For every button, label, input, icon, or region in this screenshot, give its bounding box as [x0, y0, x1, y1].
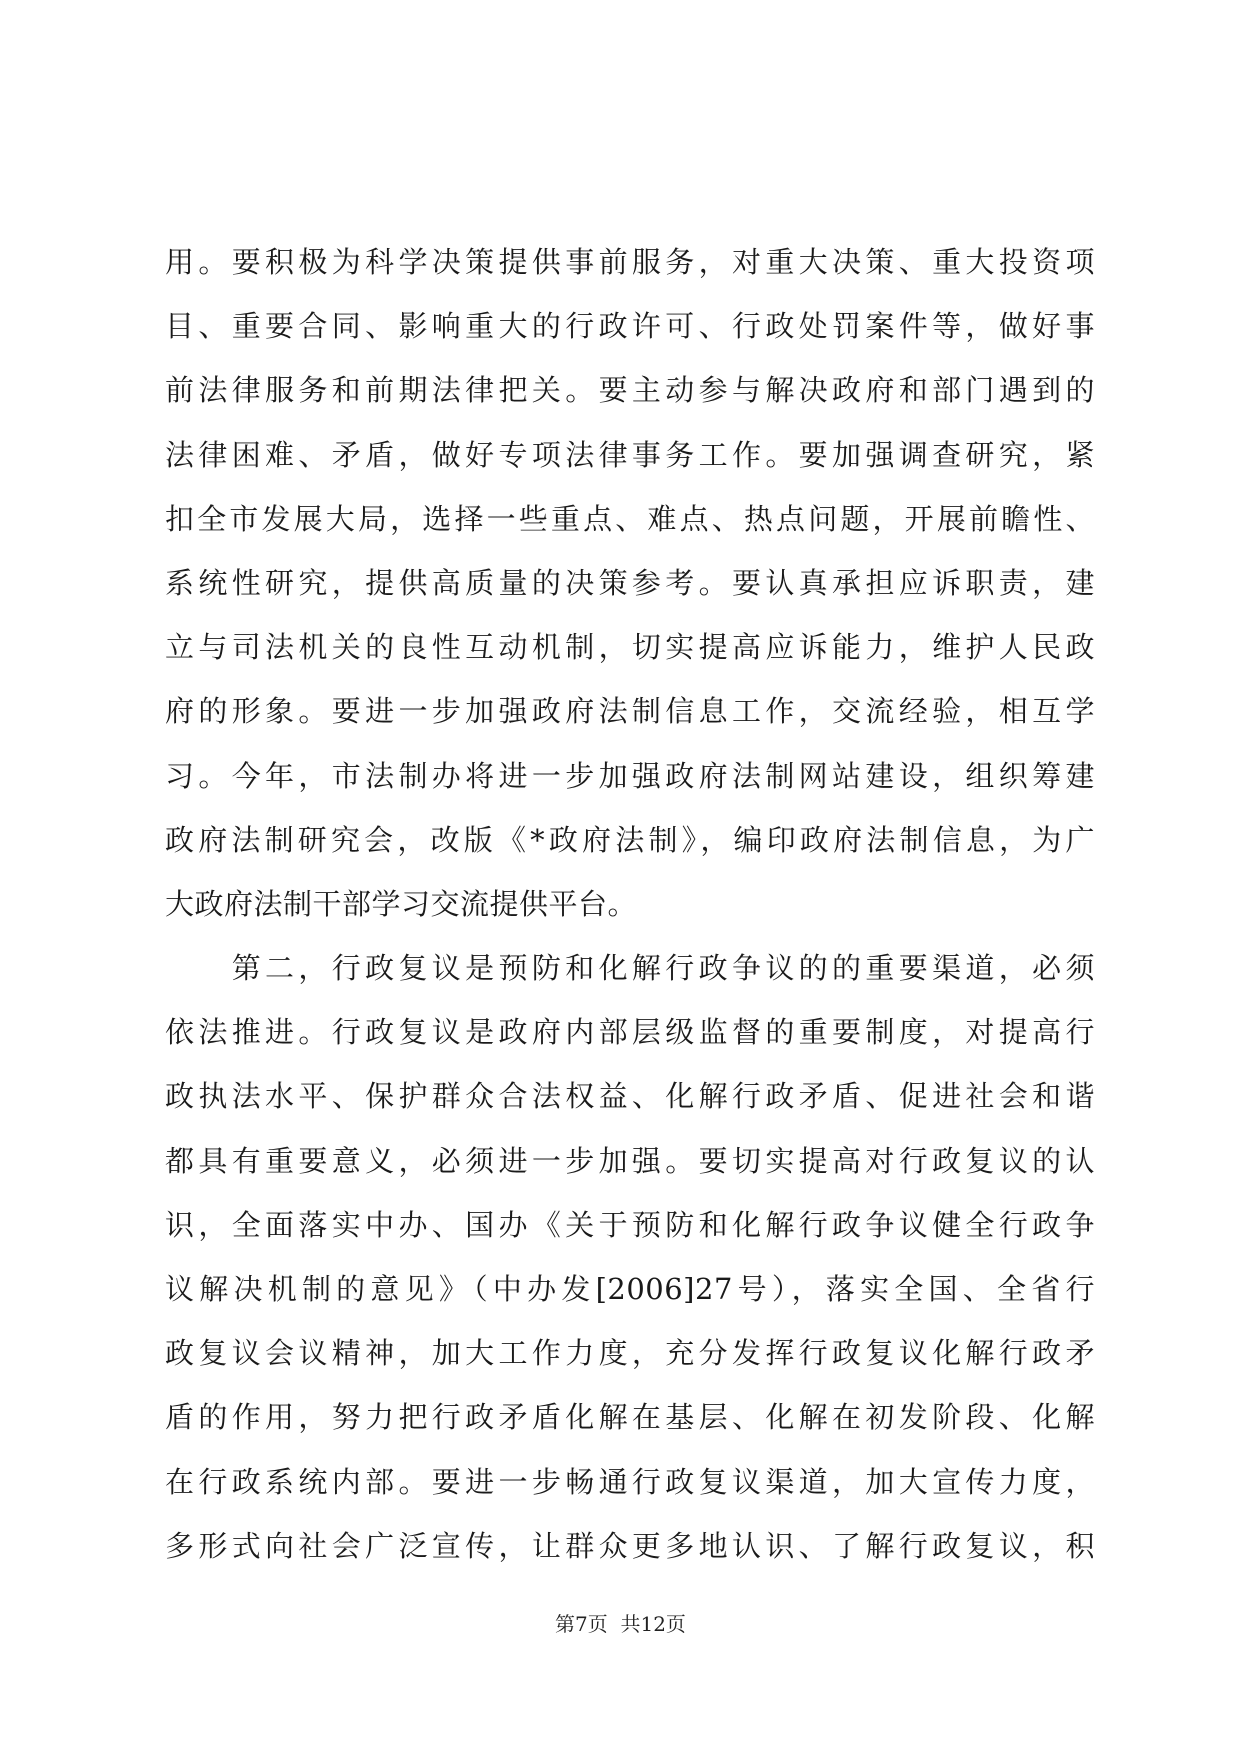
- page-footer: 第7页 共12页: [555, 1612, 686, 1636]
- text-line: 扣全市发展大局，选择一些重点、难点、热点问题，开展前瞻性、: [165, 501, 1095, 536]
- text-line: 识，全面落实中办、国办《关于预防和化解行政争议健全行政争: [165, 1207, 1095, 1242]
- text-line: 依法推进。行政复议是政府内部层级监督的重要制度，对提高行: [165, 1015, 1095, 1050]
- text-line: 府的形象。要进一步加强政府法制信息工作，交流经验，相互学: [165, 694, 1095, 729]
- text-line: 目、重要合同、影响重大的行政许可、行政处罚案件等，做好事: [165, 309, 1095, 344]
- text-line: 大政府法制干部学习交流提供平台。: [165, 886, 638, 921]
- text-line: 政执法水平、保护群众合法权益、化解行政矛盾、促进社会和谐: [165, 1079, 1095, 1114]
- text-line: 都具有重要意义，必须进一步加强。要切实提高对行政复议的认: [165, 1143, 1095, 1178]
- text-line: 立与司法机关的良性互动机制，切实提高应诉能力，维护人民政: [165, 630, 1095, 665]
- text-line: 前法律服务和前期法律把关。要主动参与解决政府和部门遇到的: [165, 373, 1095, 408]
- text-line: 多形式向社会广泛宣传，让群众更多地认识、了解行政复议，积: [165, 1528, 1095, 1563]
- text-line: 盾的作用，努力把行政矛盾化解在基层、化解在初发阶段、化解: [165, 1400, 1095, 1435]
- text-line: 系统性研究，提供高质量的决策参考。要认真承担应诉职责，建: [165, 565, 1095, 600]
- text-line: 议解决机制的意见》（中办发[2006]27号），落实全国、全省行: [165, 1272, 1095, 1306]
- text-line: 习。今年，市法制办将进一步加强政府法制网站建设，组织筹建: [165, 758, 1095, 793]
- text-line: 在行政系统内部。要进一步畅通行政复议渠道，加大宣传力度，: [165, 1464, 1095, 1499]
- text-line: 政复议会议精神，加大工作力度，充分发挥行政复议化解行政矛: [165, 1336, 1095, 1371]
- body-text: [165, 230, 1095, 1578]
- text-line: 用。要积极为科学决策提供事前服务，对重大决策、重大投资项: [165, 245, 1095, 279]
- text-line: 法律困难、矛盾，做好专项法律事务工作。要加强调查研究，紧: [165, 437, 1095, 472]
- text-line: 政府法制研究会，改版《*政府法制》，编印政府法制信息，为广: [165, 822, 1095, 857]
- text-line: 第二，行政复议是预防和化解行政争议的的重要渠道，必须: [165, 951, 1095, 986]
